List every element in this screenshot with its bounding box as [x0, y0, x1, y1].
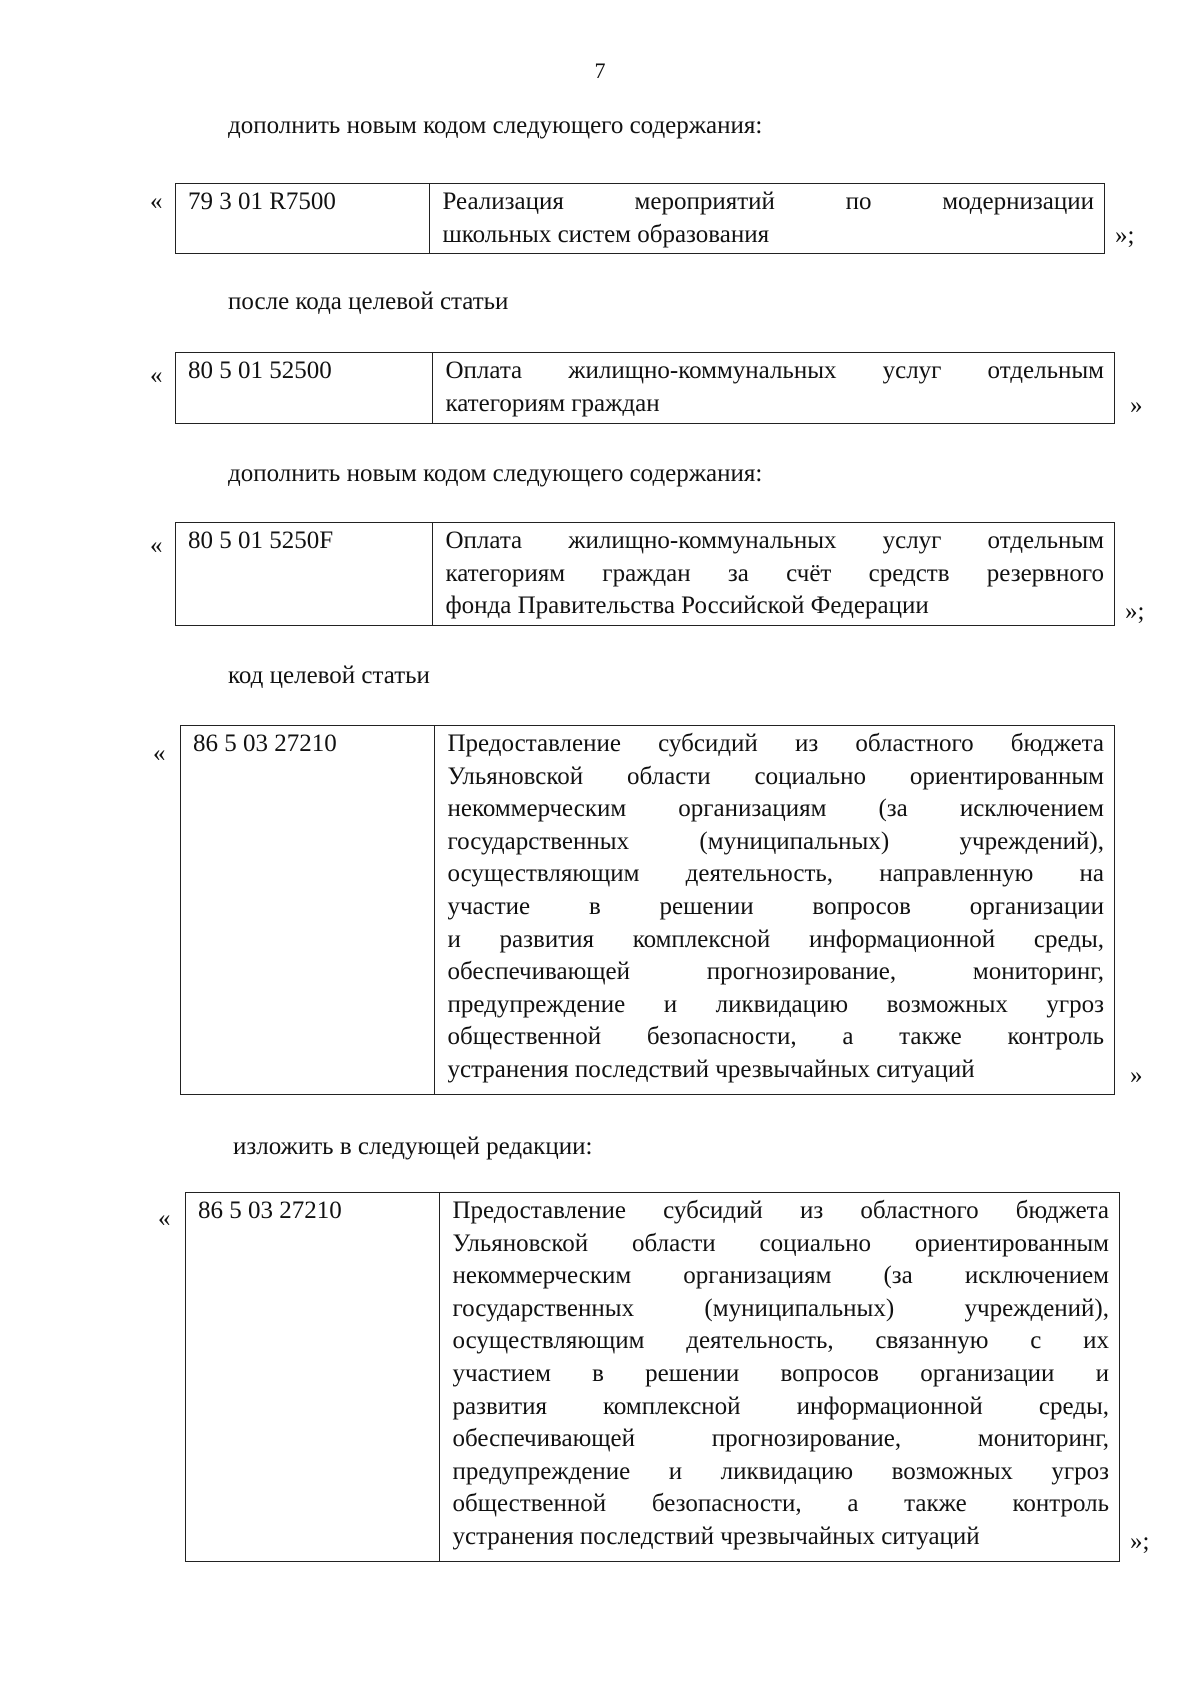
close-quote: » [1130, 1062, 1143, 1089]
target-article-code: 79 3 01 R7500 [176, 184, 430, 253]
instruction-text: код целевой статьи [228, 662, 430, 689]
instruction-text: изложить в следующей редакции: [233, 1133, 593, 1160]
target-article-description [433, 523, 1114, 625]
description-line: государственных (муниципальных) учреждений), [447, 827, 1104, 855]
description-line: Оплата жилищно-коммунальных услуг отдельным [445, 527, 1104, 554]
target-article-code: 86 5 03 27210 [186, 1193, 440, 1561]
code-table-row [175, 352, 1115, 424]
description-line: обеспечивающей прогнозирование, мониторинг, [452, 1425, 1109, 1453]
description-line: некоммерческим организациям (за исключением [452, 1262, 1109, 1290]
close-quote: »; [1115, 222, 1135, 249]
code-table-row [175, 183, 1105, 254]
instruction-text: после кода целевой статьи [228, 288, 509, 315]
description-line: фонда Правительства Российской Федерации [445, 592, 929, 620]
target-article-description [435, 726, 1114, 1094]
description-line: категориям граждан за счёт средств резервного [445, 559, 1104, 587]
description-line: общественной безопасности, а также контроль [447, 1023, 1104, 1051]
target-article-description [430, 184, 1104, 253]
target-article-code: 80 5 01 5250F [176, 523, 433, 625]
description-line: участие в решении вопросов организации [447, 892, 1104, 920]
target-article-code: 86 5 03 27210 [181, 726, 435, 1094]
description-line: Ульяновской области социально ориентированным [447, 762, 1104, 790]
description-line: осуществляющим деятельность, направленную на [447, 860, 1104, 888]
open-quote: « [150, 362, 163, 389]
code-table-row [185, 1192, 1120, 1562]
description-line: устранения последствий чрезвычайных ситуаций [447, 1055, 975, 1083]
code-table-row [180, 725, 1115, 1095]
close-quote: »; [1130, 1528, 1150, 1555]
page-number: 7 [594, 58, 606, 83]
target-article-description [433, 353, 1114, 423]
open-quote: « [158, 1205, 171, 1232]
description-line: Предоставление субсидий из областного бюджета [447, 730, 1104, 757]
description-line: развития комплексной информационной среды, [452, 1392, 1109, 1420]
code-table-row [175, 522, 1115, 626]
description-line: осуществляющим деятельность, связанную с их [452, 1327, 1109, 1355]
close-quote: » [1130, 392, 1143, 419]
description-line: предупреждение и ликвидацию возможных угроз [452, 1457, 1109, 1485]
description-line: и развития комплексной информационной среды, [447, 925, 1104, 953]
open-quote: « [150, 188, 163, 215]
close-quote: »; [1125, 598, 1145, 625]
description-line: Ульяновской области социально ориентированным [452, 1229, 1109, 1257]
description-line: Реализация мероприятий по модернизации [442, 188, 1094, 215]
description-line: некоммерческим организациям (за исключением [447, 795, 1104, 823]
instruction-text: дополнить новым кодом следующего содержания: [228, 112, 763, 139]
description-line: устранения последствий чрезвычайных ситуаций [452, 1522, 980, 1550]
description-line: школьных систем образования [442, 220, 770, 248]
description-line: обеспечивающей прогнозирование, мониторинг, [447, 958, 1104, 986]
description-line: общественной безопасности, а также контроль [452, 1490, 1109, 1518]
open-quote: « [150, 532, 163, 559]
target-article-description [440, 1193, 1119, 1561]
description-line: государственных (муниципальных) учреждений), [452, 1294, 1109, 1322]
description-line: категориям граждан [445, 389, 660, 417]
description-line: участием в решении вопросов организации и [452, 1359, 1109, 1387]
open-quote: « [153, 740, 166, 767]
target-article-code: 80 5 01 52500 [176, 353, 433, 423]
description-line: Предоставление субсидий из областного бюджета [452, 1197, 1109, 1224]
description-line: Оплата жилищно-коммунальных услуг отдельным [445, 357, 1104, 384]
description-line: предупреждение и ликвидацию возможных угроз [447, 990, 1104, 1018]
instruction-text: дополнить новым кодом следующего содержания: [228, 460, 763, 487]
